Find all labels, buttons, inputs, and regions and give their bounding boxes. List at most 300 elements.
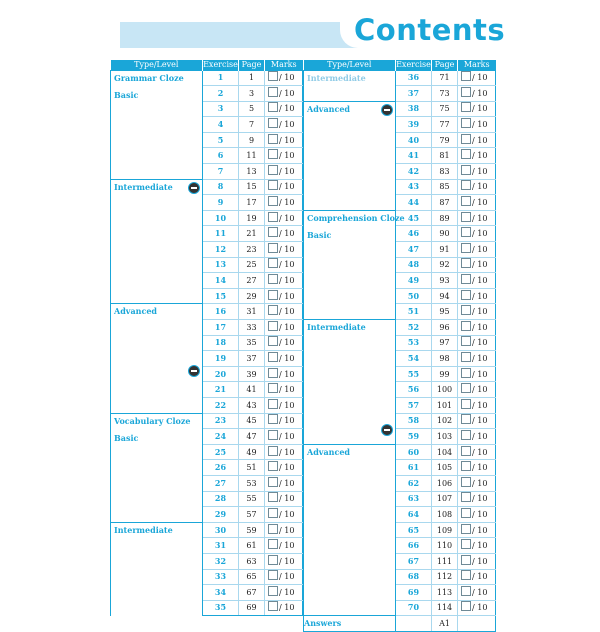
marks-total: / 10 — [279, 400, 295, 410]
page-number: 13 — [239, 164, 265, 180]
marks-cell — [458, 117, 496, 133]
table-row — [304, 101, 496, 117]
exercise-number: 21 — [203, 382, 239, 398]
marks-checkbox[interactable] — [461, 102, 471, 112]
page-number: 81 — [432, 148, 458, 164]
marks-total: / 10 — [472, 385, 488, 395]
marks-total: / 10 — [472, 135, 488, 145]
marks-total: / 10 — [279, 307, 295, 317]
marks-total: / 10 — [472, 73, 488, 83]
page-number: 7 — [239, 117, 265, 133]
table-row — [111, 522, 303, 538]
exercise-number: 13 — [203, 257, 239, 273]
exercise-number: 18 — [203, 335, 239, 351]
page-number: 111 — [432, 553, 458, 569]
header-exercise: Exercise — [203, 60, 238, 70]
marks-checkbox[interactable] — [461, 165, 471, 175]
exercise-number: 27 — [203, 475, 239, 491]
exercise-number: 46 — [396, 226, 432, 242]
marks-checkbox[interactable] — [268, 336, 278, 346]
marks-cell — [265, 366, 303, 382]
exercise-number: 35 — [203, 600, 239, 616]
marks-cell — [458, 460, 496, 476]
marks-checkbox[interactable] — [461, 352, 471, 362]
marks-checkbox[interactable] — [461, 321, 471, 331]
marks-checkbox[interactable] — [461, 477, 471, 487]
page-number: 23 — [239, 242, 265, 258]
exercise-number: 65 — [396, 522, 432, 538]
marks-total: / 10 — [279, 525, 295, 535]
page-number: 61 — [239, 538, 265, 554]
marks-checkbox[interactable] — [461, 118, 471, 128]
marks-checkbox[interactable] — [268, 118, 278, 128]
page-number: 25 — [239, 257, 265, 273]
marks-total: / 10 — [472, 400, 488, 410]
marks-checkbox[interactable] — [268, 446, 278, 456]
marks-total: / 10 — [279, 385, 295, 395]
marks-cell — [265, 475, 303, 491]
marks-checkbox[interactable] — [268, 492, 278, 502]
exercise-number: 47 — [396, 242, 432, 258]
marks-cell — [458, 413, 496, 429]
exercise-number: 2 — [203, 86, 239, 102]
marks-checkbox[interactable] — [461, 492, 471, 502]
page-number: 1 — [239, 71, 265, 86]
page-number: 103 — [432, 429, 458, 445]
marks-cell — [265, 71, 303, 86]
marks-cell — [458, 257, 496, 273]
exercise-number: 64 — [396, 507, 432, 523]
page-number: 59 — [239, 522, 265, 538]
marks-total: / 10 — [279, 478, 295, 488]
marks-checkbox[interactable] — [461, 71, 471, 81]
page-number: 49 — [239, 444, 265, 460]
marks-checkbox[interactable] — [461, 539, 471, 549]
exercise-number: 9 — [203, 195, 239, 211]
marks-total: / 10 — [472, 291, 488, 301]
marks-cell — [458, 569, 496, 585]
exercise-number: 50 — [396, 288, 432, 304]
exercise-number: 56 — [396, 382, 432, 398]
marks-checkbox[interactable] — [461, 383, 471, 393]
exercise-number: 32 — [203, 553, 239, 569]
marks-checkbox[interactable] — [461, 212, 471, 222]
page-number: 3 — [239, 86, 265, 102]
header-exercise: Exercise — [396, 60, 431, 70]
marks-cell — [458, 304, 496, 320]
marks-checkbox[interactable] — [268, 430, 278, 440]
marks-total: / 10 — [279, 276, 295, 286]
answers-label: Answers — [304, 616, 396, 632]
marks-checkbox[interactable] — [461, 258, 471, 268]
exercise-number: 8 — [203, 179, 239, 195]
exercise-number: 36 — [396, 71, 432, 86]
marks-total: / 10 — [279, 353, 295, 363]
challenge-badge-icon — [381, 104, 393, 116]
exercise-number: 1 — [203, 71, 239, 86]
page-number: 29 — [239, 288, 265, 304]
marks-cell — [265, 413, 303, 429]
page-number: 11 — [239, 148, 265, 164]
exercise-number: 43 — [396, 179, 432, 195]
marks-cell — [265, 382, 303, 398]
marks-cell — [265, 460, 303, 476]
marks-total: / 10 — [472, 369, 488, 379]
marks-cell — [458, 522, 496, 538]
marks-total: / 10 — [472, 447, 488, 457]
page-number: 90 — [432, 226, 458, 242]
marks-total: / 10 — [279, 213, 295, 223]
exercise-number: 20 — [203, 366, 239, 382]
marks-cell — [265, 148, 303, 164]
marks-total: / 10 — [472, 556, 488, 566]
exercise-number: 67 — [396, 553, 432, 569]
section-label: Intermediate — [114, 524, 173, 535]
marks-total: / 10 — [279, 73, 295, 83]
marks-checkbox[interactable] — [268, 149, 278, 159]
marks-cell — [458, 101, 496, 117]
section-label: Comprehension Cloze — [307, 212, 405, 223]
marks-checkbox[interactable] — [461, 446, 471, 456]
marks-cell — [265, 320, 303, 336]
marks-checkbox[interactable] — [461, 508, 471, 518]
page-number: 106 — [432, 475, 458, 491]
marks-checkbox[interactable] — [268, 102, 278, 112]
page-number: 85 — [432, 179, 458, 195]
page-number: 102 — [432, 413, 458, 429]
exercise-number: 7 — [203, 164, 239, 180]
exercise-number: 5 — [203, 132, 239, 148]
marks-checkbox[interactable] — [268, 539, 278, 549]
marks-cell — [458, 351, 496, 367]
section-cell — [111, 304, 203, 413]
marks-total: / 10 — [279, 151, 295, 161]
exercise-number: 39 — [396, 117, 432, 133]
section-label: Advanced — [114, 306, 158, 317]
page-number: 69 — [239, 600, 265, 616]
exercise-number: 55 — [396, 366, 432, 382]
marks-checkbox[interactable] — [461, 430, 471, 440]
marks-checkbox[interactable] — [268, 134, 278, 144]
marks-cell — [265, 522, 303, 538]
page-number: 41 — [239, 382, 265, 398]
exercise-number: 30 — [203, 522, 239, 538]
page-number: 67 — [239, 585, 265, 601]
answers-exercise — [396, 616, 432, 632]
marks-total: / 10 — [472, 322, 488, 332]
section-cell — [304, 71, 396, 102]
exercise-number: 4 — [203, 117, 239, 133]
exercise-number: 45 — [396, 210, 432, 226]
exercise-number: 29 — [203, 507, 239, 523]
marks-cell — [265, 117, 303, 133]
marks-checkbox[interactable] — [268, 212, 278, 222]
page-number: 75 — [432, 101, 458, 117]
marks-cell — [265, 101, 303, 117]
marks-total: / 10 — [279, 463, 295, 473]
marks-cell — [458, 429, 496, 445]
page-number: 17 — [239, 195, 265, 211]
exercise-number: 52 — [396, 320, 432, 336]
marks-cell — [265, 351, 303, 367]
page-number: 100 — [432, 382, 458, 398]
marks-cell — [458, 397, 496, 413]
page-number: 95 — [432, 304, 458, 320]
marks-checkbox[interactable] — [461, 601, 471, 611]
marks-cell — [458, 148, 496, 164]
answers-marks — [458, 616, 496, 632]
page-number: 51 — [239, 460, 265, 476]
challenge-badge-icon — [381, 424, 393, 436]
marks-cell — [265, 335, 303, 351]
marks-checkbox[interactable] — [268, 477, 278, 487]
exercise-number: 3 — [203, 101, 239, 117]
exercise-number: 41 — [396, 148, 432, 164]
marks-total: / 10 — [472, 213, 488, 223]
page-number: 5 — [239, 101, 265, 117]
marks-total: / 10 — [279, 244, 295, 254]
challenge-badge-icon — [188, 182, 200, 194]
marks-checkbox[interactable] — [461, 414, 471, 424]
page-number: 31 — [239, 304, 265, 320]
table-row — [111, 413, 303, 429]
challenge-badge-icon — [188, 365, 200, 377]
marks-total: / 10 — [472, 229, 488, 239]
marks-cell — [458, 382, 496, 398]
section-label: Intermediate — [307, 73, 366, 83]
exercise-number: 38 — [396, 101, 432, 117]
page-number: 113 — [432, 585, 458, 601]
section-cell — [111, 179, 203, 304]
marks-total: / 10 — [279, 182, 295, 192]
exercise-number: 26 — [203, 460, 239, 476]
marks-total: / 10 — [279, 587, 295, 597]
marks-total: / 10 — [279, 88, 295, 98]
section-label: Grammar Cloze — [114, 73, 184, 83]
marks-total: / 10 — [279, 431, 295, 441]
marks-checkbox[interactable] — [461, 227, 471, 237]
marks-total: / 10 — [279, 322, 295, 332]
page-number: 21 — [239, 226, 265, 242]
marks-cell — [458, 507, 496, 523]
marks-total: / 10 — [472, 307, 488, 317]
marks-cell — [458, 366, 496, 382]
page-number: 99 — [432, 366, 458, 382]
marks-total: / 10 — [472, 151, 488, 161]
marks-total: / 10 — [279, 541, 295, 551]
answers-page: A1 — [432, 616, 458, 632]
marks-checkbox[interactable] — [268, 274, 278, 284]
exercise-number: 60 — [396, 444, 432, 460]
marks-total: / 10 — [472, 338, 488, 348]
marks-checkbox[interactable] — [268, 352, 278, 362]
section-cell — [304, 101, 396, 210]
marks-cell — [265, 242, 303, 258]
exercise-number: 68 — [396, 569, 432, 585]
marks-total: / 10 — [279, 369, 295, 379]
marks-cell — [458, 585, 496, 601]
marks-checkbox[interactable] — [268, 601, 278, 611]
marks-cell — [265, 491, 303, 507]
page-title: Contents — [354, 13, 506, 47]
marks-checkbox[interactable] — [461, 290, 471, 300]
exercise-number: 70 — [396, 600, 432, 616]
marks-checkbox[interactable] — [461, 87, 471, 97]
marks-cell — [458, 86, 496, 102]
exercise-number: 19 — [203, 351, 239, 367]
marks-checkbox[interactable] — [461, 555, 471, 565]
marks-cell — [458, 320, 496, 336]
exercise-number: 40 — [396, 132, 432, 148]
marks-total: / 10 — [279, 166, 295, 176]
marks-cell — [458, 491, 496, 507]
marks-checkbox[interactable] — [268, 180, 278, 190]
page-number: 107 — [432, 491, 458, 507]
exercise-number: 16 — [203, 304, 239, 320]
marks-total: / 10 — [472, 260, 488, 270]
page-number: 110 — [432, 538, 458, 554]
marks-checkbox[interactable] — [268, 305, 278, 315]
section-cell — [111, 413, 203, 522]
page-number: 94 — [432, 288, 458, 304]
marks-checkbox[interactable] — [461, 399, 471, 409]
marks-cell — [458, 226, 496, 242]
header-marks: Marks — [458, 60, 496, 71]
marks-checkbox[interactable] — [461, 274, 471, 284]
marks-checkbox[interactable] — [461, 570, 471, 580]
exercise-number: 69 — [396, 585, 432, 601]
exercise-number: 22 — [203, 397, 239, 413]
page-number: 97 — [432, 335, 458, 351]
marks-total: / 10 — [472, 494, 488, 504]
marks-total: / 10 — [472, 120, 488, 130]
table-row — [304, 444, 496, 460]
marks-checkbox[interactable] — [461, 134, 471, 144]
marks-checkbox[interactable] — [268, 508, 278, 518]
page-number: 15 — [239, 179, 265, 195]
section-sublabel: Basic — [114, 90, 139, 100]
exercise-number: 28 — [203, 491, 239, 507]
page-number: 35 — [239, 335, 265, 351]
marks-cell — [265, 273, 303, 289]
marks-total: / 10 — [279, 229, 295, 239]
page-number: 27 — [239, 273, 265, 289]
marks-cell — [458, 444, 496, 460]
marks-checkbox[interactable] — [268, 290, 278, 300]
marks-checkbox[interactable] — [461, 149, 471, 159]
marks-total: / 10 — [472, 603, 488, 613]
marks-total: / 10 — [472, 166, 488, 176]
exercise-number: 54 — [396, 351, 432, 367]
marks-total: / 10 — [279, 556, 295, 566]
exercise-number: 34 — [203, 585, 239, 601]
exercise-number: 25 — [203, 444, 239, 460]
page-number: 89 — [432, 210, 458, 226]
page-number: 105 — [432, 460, 458, 476]
page-number: 55 — [239, 491, 265, 507]
marks-total: / 10 — [279, 135, 295, 145]
marks-checkbox[interactable] — [268, 321, 278, 331]
section-label: Vocabulary Cloze — [114, 415, 191, 426]
marks-total: / 10 — [279, 260, 295, 270]
marks-checkbox[interactable] — [268, 87, 278, 97]
marks-checkbox[interactable] — [461, 180, 471, 190]
section-sublabel: Basic — [307, 229, 332, 240]
table-row — [111, 71, 303, 86]
section-sublabel: Basic — [114, 432, 139, 443]
marks-checkbox[interactable] — [268, 258, 278, 268]
page-number: 92 — [432, 257, 458, 273]
exercise-number: 44 — [396, 195, 432, 211]
marks-cell — [265, 195, 303, 211]
header-page: Page — [432, 60, 458, 71]
marks-checkbox[interactable] — [268, 555, 278, 565]
marks-checkbox[interactable] — [461, 461, 471, 471]
marks-checkbox[interactable] — [461, 524, 471, 534]
page-number: 108 — [432, 507, 458, 523]
marks-checkbox[interactable] — [268, 414, 278, 424]
marks-checkbox[interactable] — [461, 336, 471, 346]
marks-checkbox[interactable] — [268, 570, 278, 580]
marks-cell — [458, 335, 496, 351]
page-number: 39 — [239, 366, 265, 382]
section-label: Intermediate — [114, 181, 173, 192]
exercise-number: 10 — [203, 210, 239, 226]
marks-checkbox[interactable] — [461, 196, 471, 206]
marks-checkbox[interactable] — [268, 399, 278, 409]
section-cell — [111, 71, 203, 180]
page-number: 65 — [239, 569, 265, 585]
marks-total: / 10 — [472, 353, 488, 363]
answers-row — [304, 616, 496, 632]
marks-checkbox[interactable] — [461, 305, 471, 315]
marks-checkbox[interactable] — [268, 461, 278, 471]
page-number: 87 — [432, 195, 458, 211]
page-number: 98 — [432, 351, 458, 367]
marks-total: / 10 — [472, 541, 488, 551]
marks-total: / 10 — [279, 291, 295, 301]
exercise-number: 57 — [396, 397, 432, 413]
section-label: Intermediate — [307, 322, 366, 332]
marks-total: / 10 — [472, 572, 488, 582]
marks-checkbox[interactable] — [268, 71, 278, 81]
marks-total: / 10 — [279, 509, 295, 519]
marks-total: / 10 — [472, 509, 488, 519]
page-number: 9 — [239, 132, 265, 148]
marks-checkbox[interactable] — [461, 243, 471, 253]
marks-checkbox[interactable] — [268, 383, 278, 393]
marks-checkbox[interactable] — [268, 227, 278, 237]
marks-checkbox[interactable] — [268, 196, 278, 206]
marks-checkbox[interactable] — [461, 586, 471, 596]
page-number: 33 — [239, 320, 265, 336]
marks-total: / 10 — [279, 198, 295, 208]
marks-cell — [458, 164, 496, 180]
marks-total: / 10 — [472, 463, 488, 473]
exercise-number: 59 — [396, 429, 432, 445]
marks-checkbox[interactable] — [461, 368, 471, 378]
marks-cell — [265, 164, 303, 180]
marks-checkbox[interactable] — [268, 368, 278, 378]
marks-total: / 10 — [472, 88, 488, 98]
marks-checkbox[interactable] — [268, 524, 278, 534]
marks-cell — [458, 600, 496, 616]
section-cell — [111, 522, 203, 616]
page-number: 53 — [239, 475, 265, 491]
marks-checkbox[interactable] — [268, 165, 278, 175]
marks-checkbox[interactable] — [268, 243, 278, 253]
marks-checkbox[interactable] — [268, 586, 278, 596]
